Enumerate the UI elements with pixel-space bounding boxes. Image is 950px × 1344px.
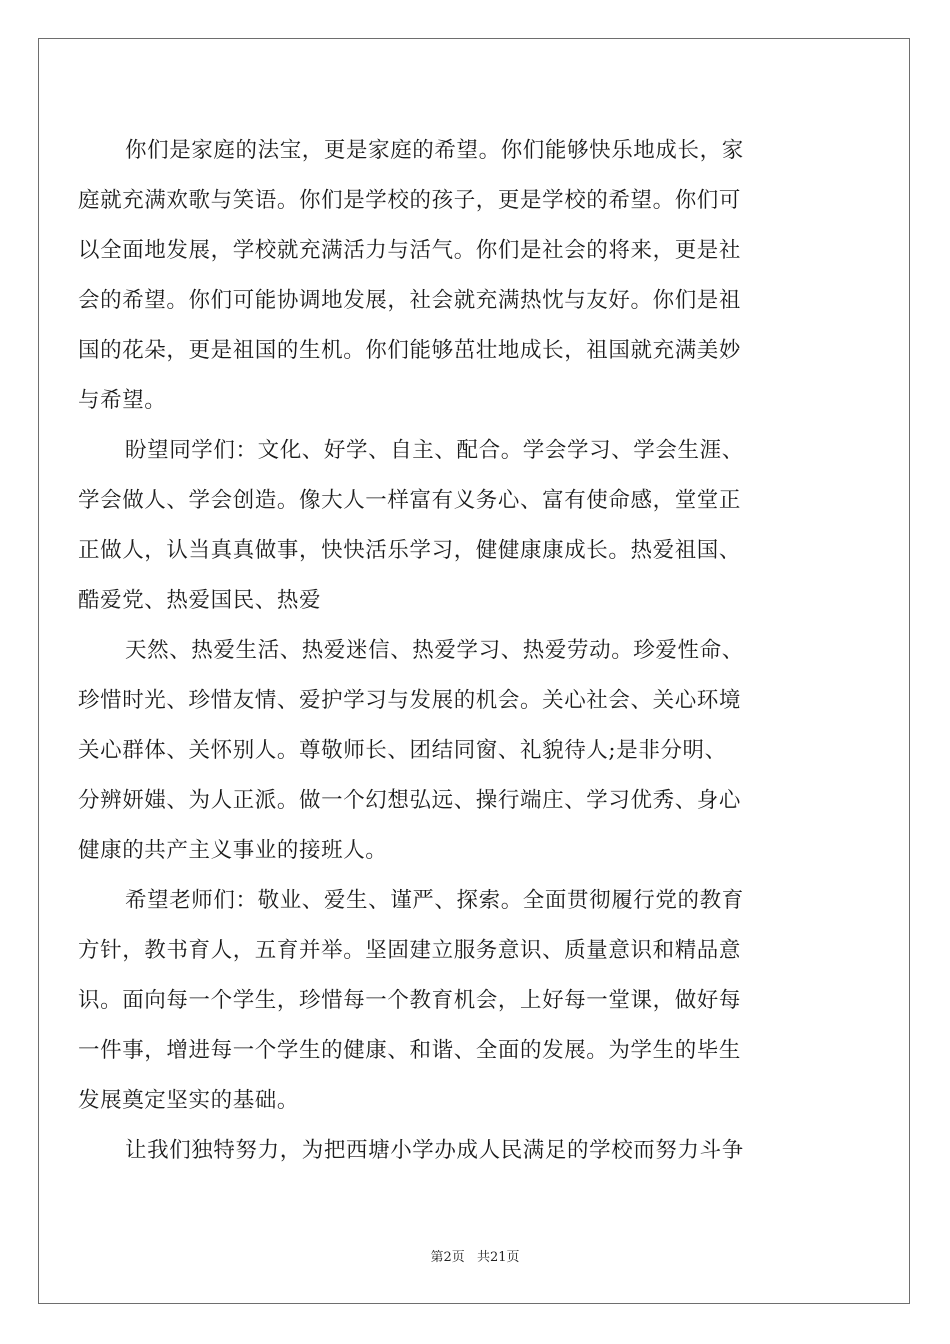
paragraph-line: 学会做人、学会创造。像大人一样富有义务心、富有使命感，堂堂正	[78, 488, 742, 513]
paragraph-line: 会的希望。你们可能协调地发展，社会就充满热忱与友好。你们是祖	[78, 288, 742, 313]
paragraph-line: 健康的共产主义事业的接班人。	[78, 838, 388, 863]
paragraph-line: 一件事，增进每一个学生的健康、和谐、全面的发展。为学生的毕生	[78, 1038, 742, 1063]
paragraph-line: 正做人，认当真真做事，快快活乐学习，健健康康成长。热爱祖国、	[78, 538, 742, 563]
paragraph-line: 识。面向每一个学生，珍惜每一个教育机会，上好每一堂课，做好每	[78, 988, 742, 1013]
paragraph-line: 盼望同学们：文化、好学、自主、配合。学会学习、学会生涯、	[125, 438, 744, 463]
paragraph-line: 天然、热爱生活、热爱迷信、热爱学习、热爱劳动。珍爱性命、	[125, 638, 744, 663]
paragraph-line: 发展奠定坚实的基础。	[78, 1088, 300, 1113]
paragraph-line: 关心群体、关怀别人。尊敬师长、团结同窗、礼貌待人;是非分明、	[78, 738, 727, 763]
paragraph-line: 让我们独特努力，为把西塘小学办成人民满足的学校而努力斗争	[125, 1138, 744, 1163]
page-footer	[0, 1246, 950, 1265]
paragraph-line: 分辨妍媸、为人正派。做一个幻想弘远、操行端庄、学习优秀、身心	[78, 788, 742, 813]
paragraph-line: 你们是家庭的法宝，更是家庭的希望。你们能够快乐地成长，家	[125, 138, 744, 163]
paragraph-line: 希望老师们：敬业、爱生、谨严、探索。全面贯彻履行党的教育	[125, 888, 744, 913]
page-number: 第2页	[430, 1250, 465, 1265]
paragraph-line: 酷爱党、热爱国民、热爱	[78, 588, 322, 613]
total-pages: 共21页	[476, 1250, 520, 1265]
paragraph-line: 以全面地发展，学校就充满活力与活气。你们是社会的将来，更是社	[78, 238, 742, 263]
paragraph-line: 庭就充满欢歌与笑语。你们是学校的孩子，更是学校的希望。你们可	[78, 188, 742, 213]
paragraph-line: 珍惜时光、珍惜友情、爱护学习与发展的机会。关心社会、关心环境	[78, 688, 742, 713]
paragraph-line: 与希望。	[78, 388, 167, 413]
paragraph-line: 方针，教书育人，五育并举。坚固建立服务意识、质量意识和精品意	[78, 938, 742, 963]
paragraph-line: 国的花朵，更是祖国的生机。你们能够茁壮地成长，祖国就充满美妙	[78, 338, 742, 363]
